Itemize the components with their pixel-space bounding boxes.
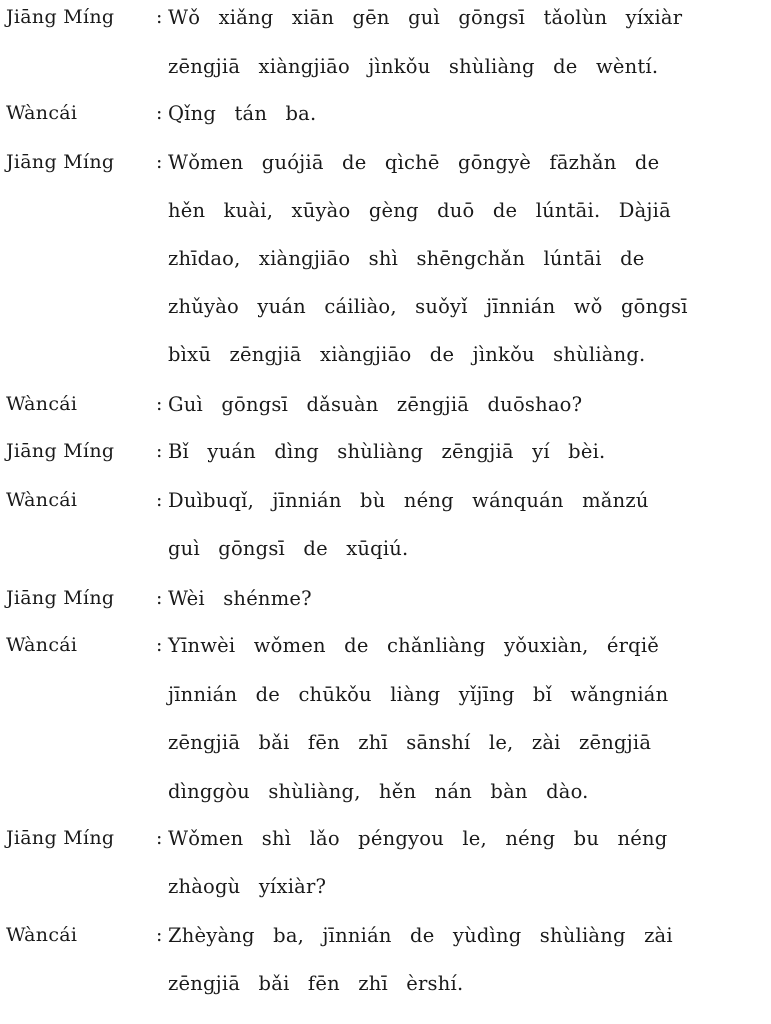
speaker-name: Jiāng Míng [6, 6, 115, 28]
dialogue-line: zhǔyào yuán cáiliào, suǒyǐ jīnnián wǒ gōngsī [168, 295, 688, 318]
speaker-colon: : [156, 151, 163, 173]
speaker-name: Wàncái [6, 393, 78, 415]
speaker-name: Wàncái [6, 924, 78, 946]
dialogue-line: Wǒ xiǎng xiān gēn guì gōngsī tǎolùn yíxiàr [168, 6, 683, 29]
dialogue-line: Wèi shénme? [168, 587, 312, 610]
speaker-name: Jiāng Míng [6, 827, 115, 849]
dialogue-line: Wǒmen shì lǎo péngyou le, néng bu néng [168, 827, 668, 850]
speaker-colon: : [156, 489, 163, 511]
dialogue-line: bìxū zēngjiā xiàngjiāo de jìnkǒu shùliàng. [168, 343, 646, 366]
speaker-name: Wàncái [6, 634, 78, 656]
dialogue-line: Bǐ yuán dìng shùliàng zēngjiā yí bèi. [168, 440, 606, 463]
speaker-name: Jiāng Míng [6, 587, 115, 609]
dialogue-line: Qǐng tán ba. [168, 102, 317, 125]
dialogue-line: dìnggòu shùliàng, hěn nán bàn dào. [168, 780, 589, 803]
speaker-name: Jiāng Míng [6, 151, 115, 173]
speaker-colon: : [156, 102, 163, 124]
dialogue-line: guì gōngsī de xūqiú. [168, 537, 409, 560]
dialogue-line: zhīdao, xiàngjiāo shì shēngchǎn lúntāi de [168, 247, 645, 270]
dialogue-line: Yīnwèi wǒmen de chǎnliàng yǒuxiàn, érqiě [168, 634, 660, 657]
speaker-colon: : [156, 827, 163, 849]
dialogue-line: zēngjiā bǎi fēn zhī èrshí. [168, 972, 464, 995]
speaker-colon: : [156, 440, 163, 462]
dialogue-line: zēngjiā bǎi fēn zhī sānshí le, zài zēngjiā [168, 731, 652, 754]
dialogue-line: Wǒmen guójiā de qìchē gōngyè fāzhǎn de [168, 151, 660, 174]
dialogue-line: jīnnián de chūkǒu liàng yǐjīng bǐ wǎngnián [168, 683, 669, 706]
speaker-name: Wàncái [6, 489, 78, 511]
speaker-colon: : [156, 587, 163, 609]
dialogue-line: zēngjiā xiàngjiāo jìnkǒu shùliàng de wèntí. [168, 55, 659, 78]
dialogue-line: zhàogù yíxiàr? [168, 875, 327, 898]
speaker-colon: : [156, 924, 163, 946]
dialogue-line: Guì gōngsī dǎsuàn zēngjiā duōshao? [168, 393, 583, 416]
speaker-colon: : [156, 393, 163, 415]
dialogue-line: hěn kuài, xūyào gèng duō de lúntāi. Dàjiā [168, 199, 671, 222]
speaker-name: Wàncái [6, 102, 78, 124]
dialogue-line: Zhèyàng ba, jīnnián de yùdìng shùliàng zài [168, 924, 673, 947]
speaker-colon: : [156, 634, 163, 656]
speaker-colon: : [156, 6, 163, 28]
dialogue-line: Duìbuqǐ, jīnnián bù néng wánquán mǎnzú [168, 489, 649, 512]
speaker-name: Jiāng Míng [6, 440, 115, 462]
